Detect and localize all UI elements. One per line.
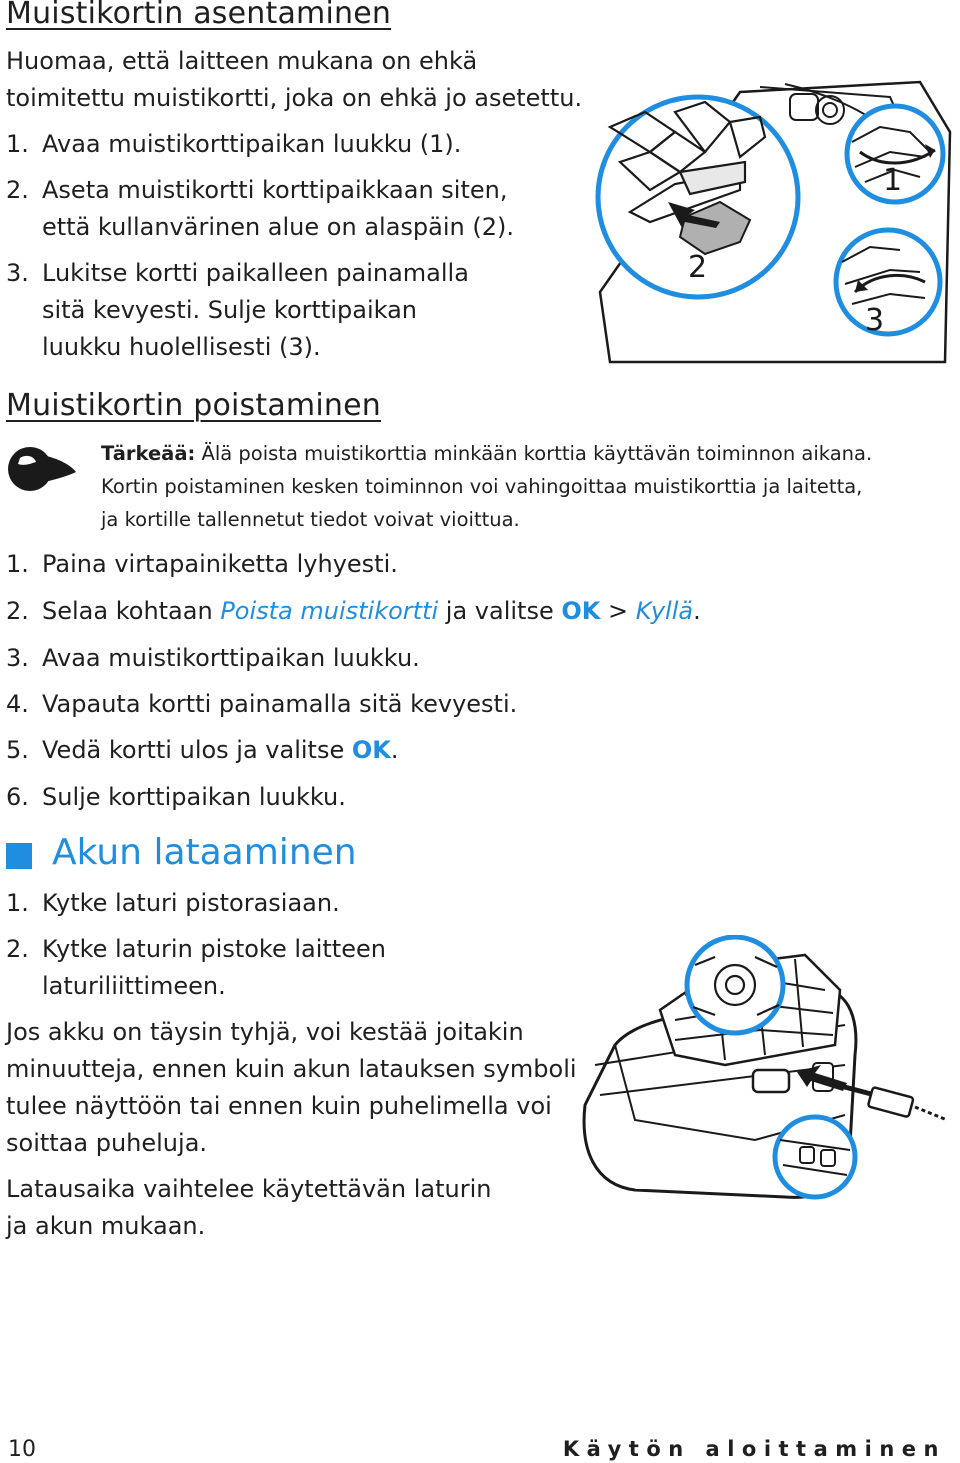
para2-line-2: ja akun mukaan. xyxy=(6,1212,206,1240)
remove-step-6 xyxy=(6,779,906,816)
step-text: että kullanvärinen alue on alaspäin (2). xyxy=(42,213,514,241)
step-number: 2. xyxy=(6,935,29,963)
remove-step-1 xyxy=(6,546,906,583)
step-number: 5. xyxy=(6,736,29,764)
heading-install: Muistikortin asentaminen xyxy=(6,0,392,31)
install-step-1 xyxy=(6,126,566,163)
step-number: 1. xyxy=(6,550,29,578)
step-text: Vapauta kortti painamalla sitä kevyesti. xyxy=(42,690,518,718)
step-number: 3. xyxy=(6,259,29,287)
text-segment: Vedä kortti ulos ja valitse xyxy=(42,736,352,764)
text-segment: Selaa kohtaan xyxy=(42,597,221,625)
step-number: 3. xyxy=(6,644,29,672)
charge-step-2 xyxy=(6,931,566,1005)
charge-step-1 xyxy=(6,885,566,922)
note-line-3: ja kortille tallennetut tiedot voivat vioittua. xyxy=(101,508,520,531)
heading-remove: Muistikortin poistaminen xyxy=(6,388,381,423)
memory-card-figure xyxy=(590,72,955,367)
softkey-ok: OK xyxy=(561,597,601,625)
callout-1: 1 xyxy=(883,163,903,198)
remove-step-2 xyxy=(6,593,906,630)
step-text: Avaa muistikorttipaikan luukku. xyxy=(42,644,420,672)
heading-square-marker xyxy=(6,843,32,869)
para1-line-1: Jos akku on täysin tyhjä, voi kestää joitakin xyxy=(6,1018,524,1046)
important-hand-icon xyxy=(6,444,78,494)
text-segment: . xyxy=(390,736,399,764)
step-text: Paina virtapainiketta lyhyesti. xyxy=(42,550,398,578)
note-line-2: Kortin poistaminen kesken toiminnon voi vahingoittaa muistikorttia ja laitetta, xyxy=(101,475,863,498)
heading-charge: Akun lataaminen xyxy=(52,832,357,873)
step-text: Sulje korttipaikan luukku. xyxy=(42,783,346,811)
step-text: luukku huolellisesti (3). xyxy=(42,333,321,361)
step-number: 2. xyxy=(6,597,29,625)
remove-step-4 xyxy=(6,686,906,723)
step-number: 2. xyxy=(6,176,29,204)
para2-line-1: Latausaika vaihtelee käytettävän laturin xyxy=(6,1175,492,1203)
text-segment: . xyxy=(693,597,701,625)
menu-option-yes: Kyllä xyxy=(635,597,694,625)
step-text: Kytke laturin pistoke laitteen xyxy=(42,935,386,963)
install-step-3 xyxy=(6,255,566,366)
charger-figure xyxy=(575,935,955,1215)
step-text: Lukitse kortti paikalleen painamalla xyxy=(42,259,469,287)
callout-3: 3 xyxy=(865,303,885,338)
step-number: 4. xyxy=(6,690,29,718)
intro-line-1: Huomaa, että laitteen mukana on ehkä xyxy=(6,47,478,75)
install-step-2 xyxy=(6,172,566,246)
step-text: sitä kevyesti. Sulje korttipaikan xyxy=(42,296,417,324)
note-label: Tärkeää: xyxy=(101,442,196,465)
step-text xyxy=(42,732,399,769)
chapter-title: Käytön aloittaminen xyxy=(562,1437,946,1461)
note-line-1 xyxy=(101,437,872,470)
para1-line-3: tulee näyttöön tai ennen kuin puhelimella voi xyxy=(6,1092,552,1120)
note-text: Älä poista muistikorttia minkään korttia käyttävän toiminnon aikana. xyxy=(201,442,873,465)
para1-line-4: soittaa puheluja. xyxy=(6,1129,208,1157)
remove-step-5 xyxy=(6,732,906,769)
text-segment: ja valitse xyxy=(438,597,562,625)
step-text: laturiliittimeen. xyxy=(42,972,226,1000)
step-number: 1. xyxy=(6,130,29,158)
callout-2: 2 xyxy=(688,250,708,285)
menu-option-remove-card: Poista muistikortti xyxy=(220,597,439,625)
page-number: 10 xyxy=(8,1437,36,1462)
para1-line-2: minuutteja, ennen kuin akun latauksen symboli xyxy=(6,1055,577,1083)
text-segment: > xyxy=(600,597,636,625)
step-text: Aseta muistikortti korttipaikkaan siten, xyxy=(42,176,508,204)
remove-step-3 xyxy=(6,640,906,677)
step-text: Kytke laturi pistorasiaan. xyxy=(42,889,340,917)
step-number: 1. xyxy=(6,889,29,917)
intro-line-2: toimitettu muistikortti, joka on ehkä jo asetettu. xyxy=(6,84,583,112)
step-text: Avaa muistikorttipaikan luukku (1). xyxy=(42,130,462,158)
softkey-ok: OK xyxy=(351,736,391,764)
step-number: 6. xyxy=(6,783,29,811)
step-text xyxy=(42,593,701,630)
